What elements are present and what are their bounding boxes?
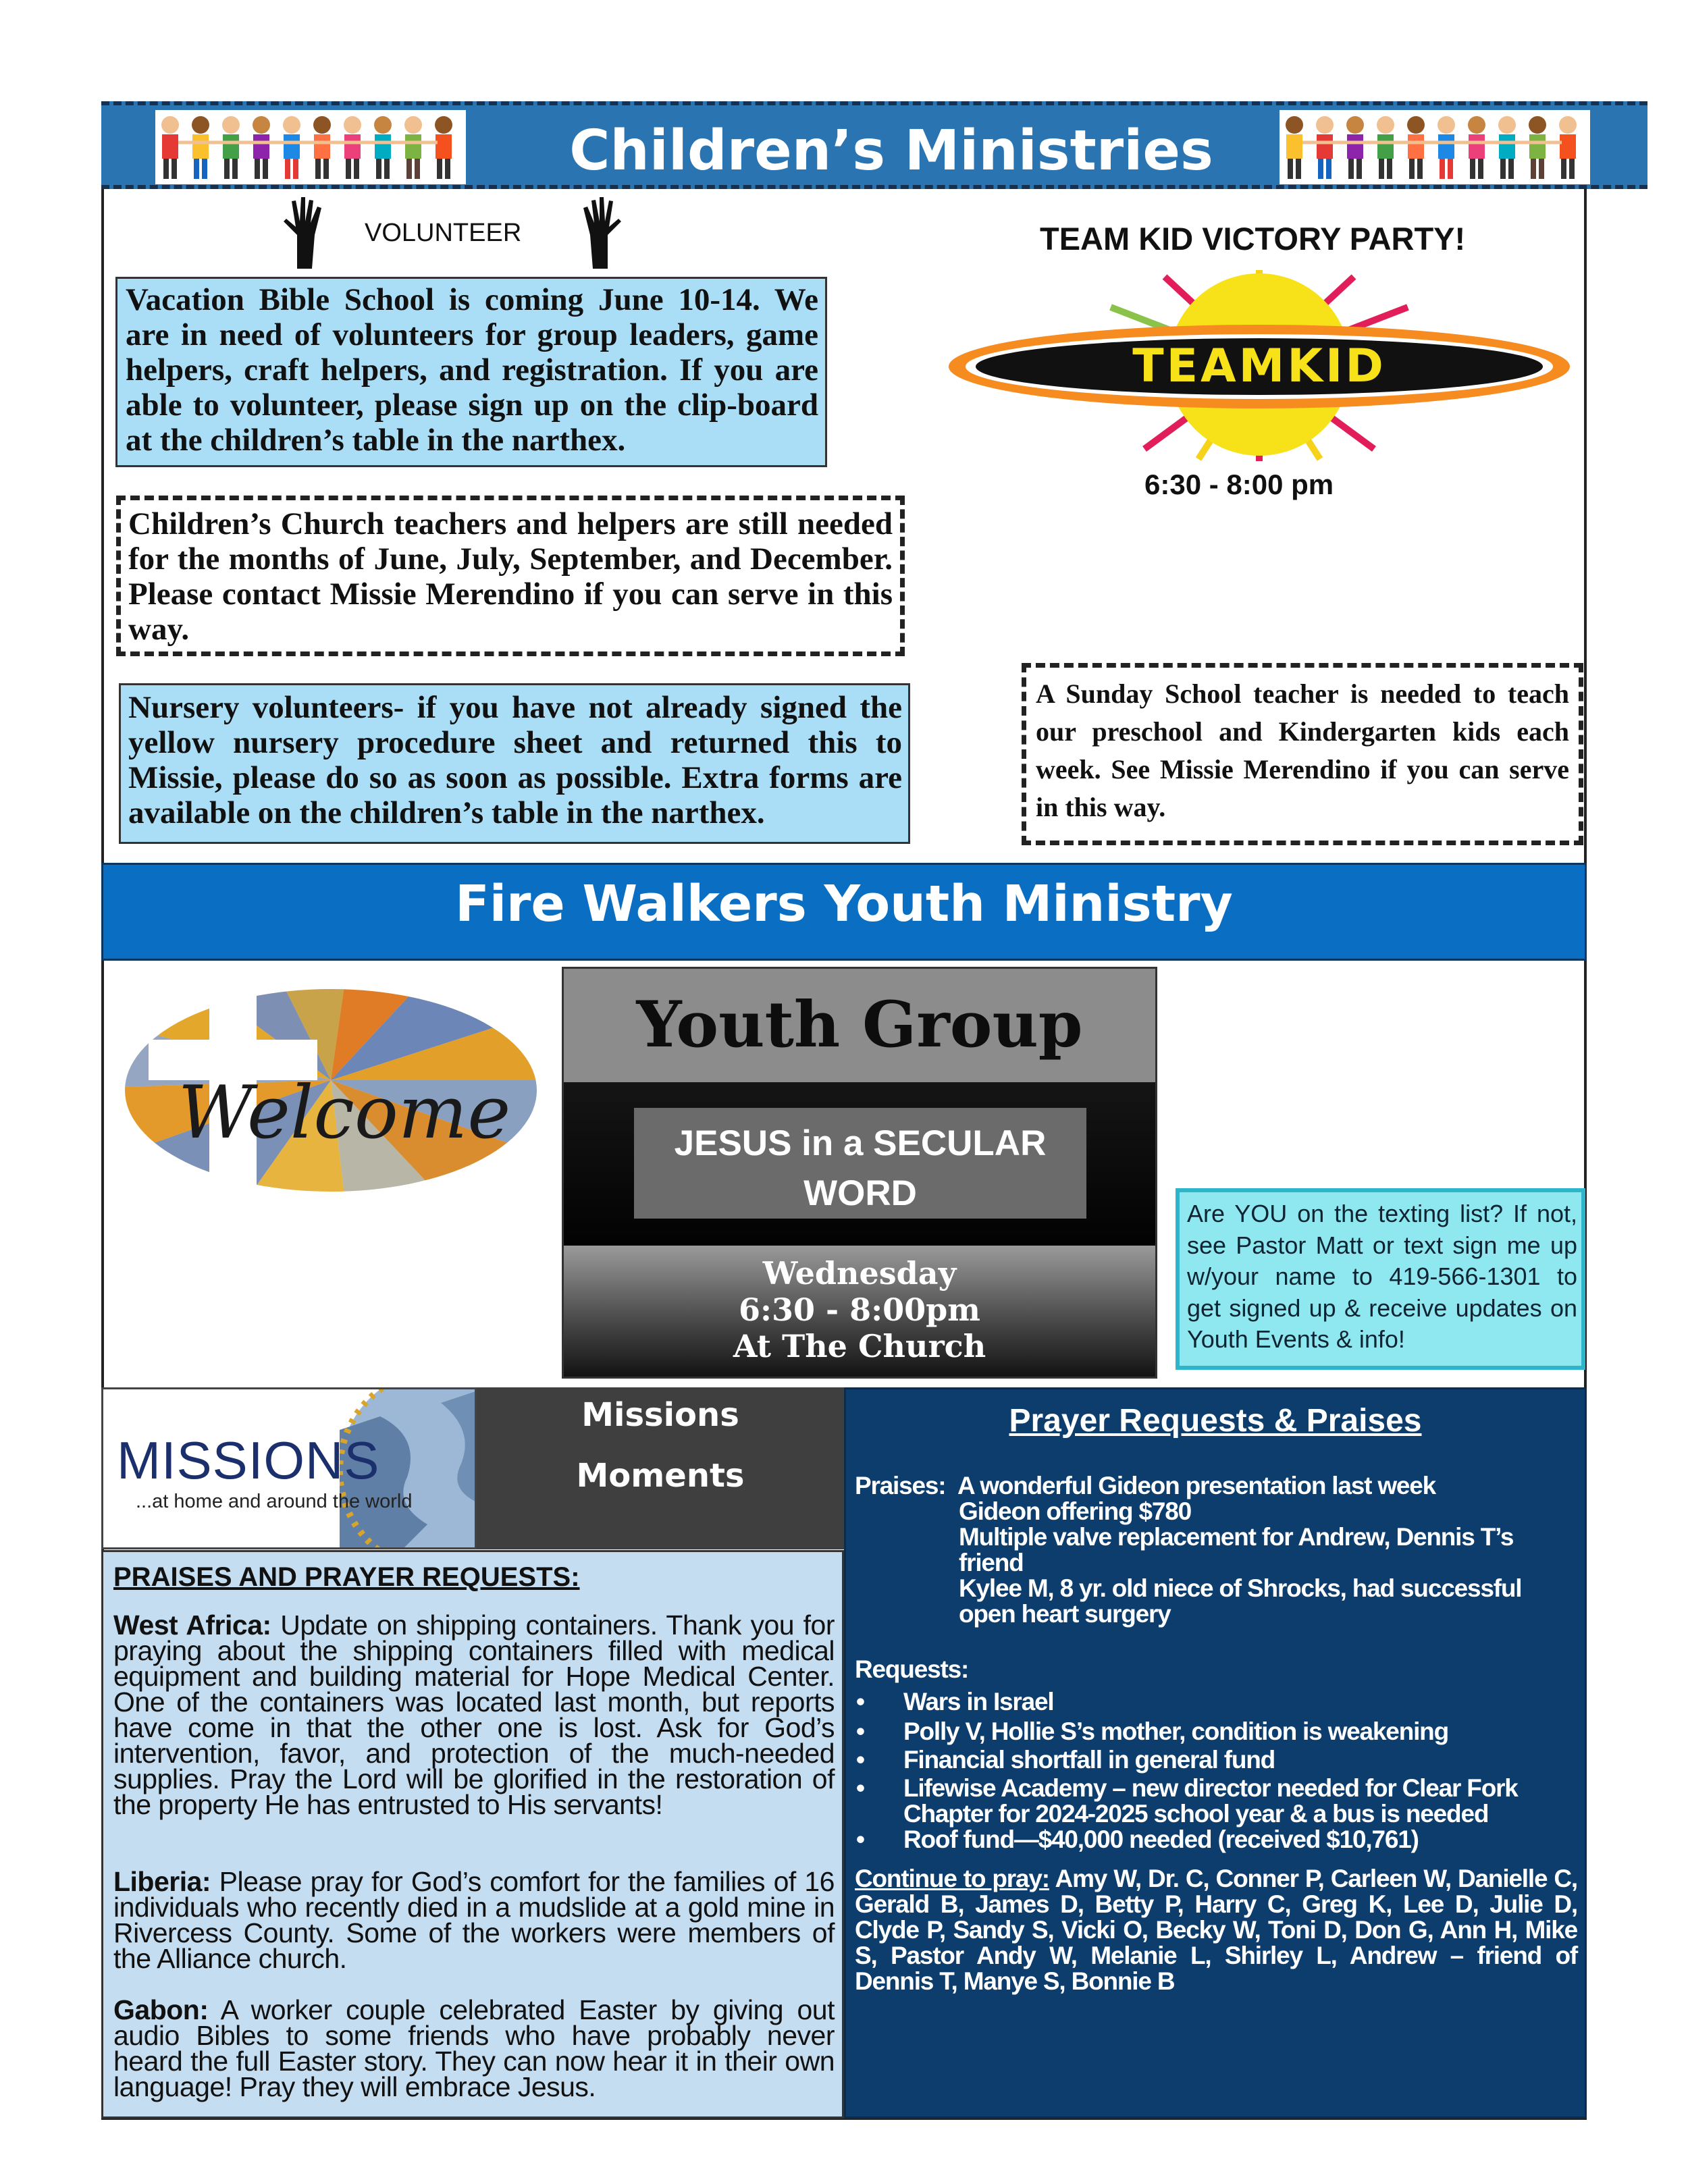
sunday-school-text: A Sunday School teacher is needed to teach our preschool and Kindergarten kids each week. See Missie Merendino if you can serve in this way. <box>1036 678 1569 822</box>
youth-group-flyer <box>562 967 1157 1379</box>
requests-label: Requests: <box>855 1655 969 1683</box>
missions-logo <box>101 1387 477 1549</box>
youth-group-topic-line2: WORD <box>803 1173 917 1213</box>
missions-logo-word: MISSIONS <box>117 1431 380 1490</box>
teamkid-logo <box>942 267 1577 462</box>
volunteer-label: VOLUNTEER <box>365 219 522 247</box>
teamkid-time: 6:30 - 8:00 pm <box>1144 469 1334 500</box>
request-item: Lifewise Academy – new director needed for Clear Fork Chapter for 2024-2025 school year & a bus is needed <box>903 1774 1518 1828</box>
missions-item-west-africa <box>113 1609 835 1820</box>
missions-item-text: Please pray for God’s comfort for the families of 16 individuals who recently died in a mudslide at a gold mine in Rivercess County. Some of the workers were members of the Alliance church. <box>113 1866 835 1974</box>
missions-item-gabon <box>113 1994 835 2102</box>
texting-list-text: Are YOU on the texting list? If not, see Pastor Matt or text sign me up w/your name to 419-566-1301 to get signed up & receive updates on Youth Events & info! <box>1187 1200 1577 1353</box>
missions-item-place: Liberia: <box>113 1866 211 1897</box>
raised-hand-icon-right <box>574 194 628 269</box>
childrens-ministries-title: Children’s Ministries <box>569 119 1213 183</box>
youth-ministry-title: Fire Walkers Youth Ministry <box>455 875 1233 933</box>
teamkid-heading: TEAM KID VICTORY PARTY! <box>1040 221 1466 257</box>
request-item: Polly V, Hollie S’s mother, condition is weakening <box>903 1717 1448 1745</box>
children-holding-hands-illustration-right <box>1280 110 1590 184</box>
prayer-requests-title: Prayer Requests & Praises <box>1009 1403 1422 1439</box>
praise-item: Gideon offering $780 <box>959 1497 1192 1525</box>
welcome-text: Welcome <box>178 1071 511 1155</box>
missions-item-text: A worker couple celebrated Easter by giving out audio Bibles to some friends who have probably never heard the full Easter story. They can now hear it in their own language! Pray they will embrace Jesus. <box>113 1994 835 2102</box>
teamkid-logo-text: TEAMKID <box>1132 340 1386 393</box>
praises-label: Praises: <box>855 1472 946 1499</box>
continue-to-pray-label: Continue to pray: <box>855 1865 1049 1892</box>
missions-moments-line2: Moments <box>576 1457 745 1495</box>
praise-item: Kylee M, 8 yr. old niece of Shrocks, had successful open heart surgery <box>959 1574 1522 1628</box>
missions-item-liberia <box>113 1866 835 1974</box>
bullet-icon: • <box>856 1717 864 1745</box>
youth-group-time: 6:30 - 8:00pm <box>739 1291 980 1328</box>
welcome-cross-graphic <box>122 986 540 1195</box>
youth-group-title: Youth Group <box>636 988 1083 1062</box>
missions-moments-line1: Missions <box>581 1396 739 1434</box>
youth-group-topic-line1: JESUS in a SECULAR <box>674 1123 1047 1163</box>
youth-group-place: At The Church <box>733 1328 986 1364</box>
vbs-notice-text: Vacation Bible School is coming June 10-14. We are in need of volunteers for group leaders, game helpers, craft helpers, and registration. If you are able to volunteer, please sign up on the clip-board at the children’s table in the narthex. <box>126 282 818 458</box>
continue-to-pray-names: Amy W, Dr. C, Conner P, Carleen W, Danielle C, Gerald B, James D, Betty P, Harry C, Greg K, Lee D, Julie D, Clyde P, Sandy S, Vicki O, Becky W, Toni D, Don G, Ann H, Mike S, Pastor Andy W, Melanie L, Shirley L, Andrew – friend of Dennis T, Manye S, Bonnie B <box>855 1865 1577 1995</box>
youth-group-topic <box>634 1119 1086 1219</box>
bullet-icon: • <box>856 1774 864 1802</box>
childrens-church-text: Children’s Church teachers and helpers are still needed for the months of June, July, September, and December. Please contact Missie Merendino if you can serve in this way. <box>128 506 893 647</box>
continue-to-pray <box>855 1866 1577 1994</box>
bullet-icon: • <box>856 1826 864 1853</box>
praise-item: A wonderful Gideon presentation last week <box>957 1472 1436 1499</box>
children-holding-hands-illustration-left <box>155 110 466 184</box>
request-item: Wars in Israel <box>903 1688 1054 1715</box>
youth-group-day: Wednesday <box>762 1255 957 1291</box>
praise-item: Multiple valve replacement for Andrew, Dennis T’s friend <box>959 1523 1514 1576</box>
missions-item-text: Update on shipping containers. Thank you for praying about the shipping containers filled with medical equipment and building material for Hope Medical Center. One of the containers was located last month, but reports have come in that the other one is lost. Ask for God’s intervention, favor, and protection of the much-needed supplies. Pray the Lord will be glorified in the restoration of the property He has entrusted to His servants! <box>113 1609 835 1820</box>
request-item: Roof fund—$40,000 needed (received $10,761) <box>903 1826 1419 1853</box>
missions-logo-tagline: ...at home and around the world <box>136 1491 413 1512</box>
request-item: Financial shortfall in general fund <box>903 1746 1275 1774</box>
missions-prayer-heading: PRAISES AND PRAYER REQUESTS: <box>113 1562 580 1592</box>
raised-hand-icon-left <box>277 194 331 269</box>
missions-item-place: Gabon: <box>113 1994 209 2025</box>
nursery-notice-text: Nursery volunteers- if you have not already signed the yellow nursery procedure sheet and returned this to Missie, please do so as soon as possible. Extra forms are available on the children’s table in the narthex. <box>128 690 902 830</box>
bullet-icon: • <box>856 1746 864 1774</box>
missions-item-place: West Africa: <box>113 1609 271 1641</box>
bullet-icon: • <box>856 1688 864 1715</box>
